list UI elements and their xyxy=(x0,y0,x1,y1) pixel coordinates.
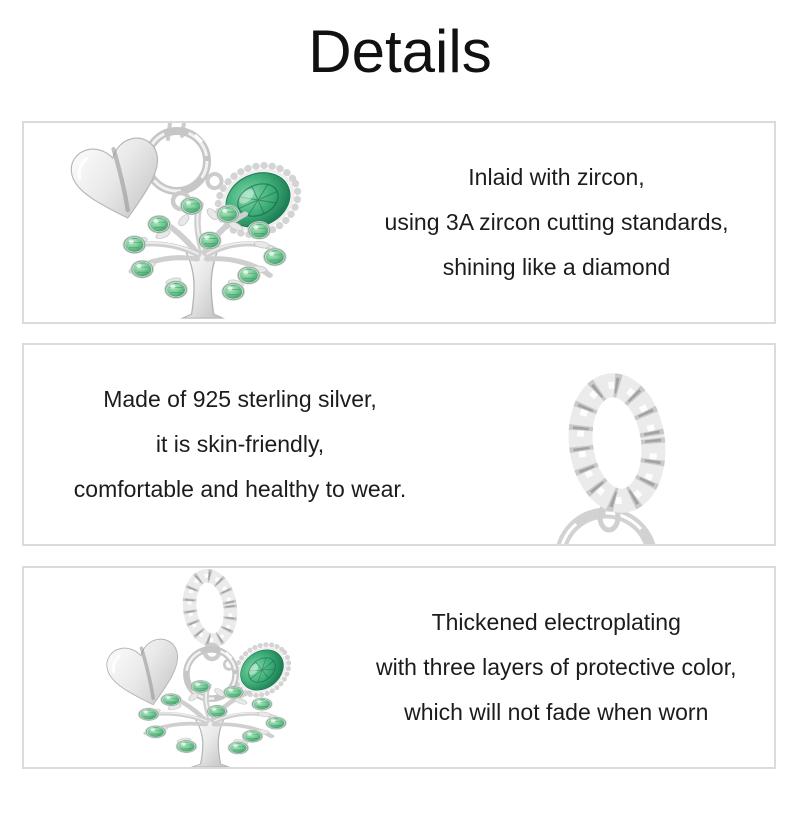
full-charm-icon xyxy=(24,568,376,767)
text-line: it is skin-friendly, xyxy=(155,431,325,457)
panel-plating-text xyxy=(376,568,737,767)
text-line: Thickened electroplating xyxy=(431,609,681,635)
tree-of-life-charm-icon xyxy=(24,123,339,322)
text-line: using 3A zircon cutting standards, xyxy=(384,209,729,235)
charm-photo-bail xyxy=(456,345,774,544)
text-line: Inlaid with zircon, xyxy=(468,164,645,190)
text-line: which will not fade when worn xyxy=(404,699,709,725)
rope-bail-photo-icon xyxy=(456,345,774,544)
panel-zircon-text xyxy=(339,123,774,322)
detail-panel-plating xyxy=(22,566,776,769)
charm-photo-zircon xyxy=(24,123,339,322)
detail-panel-material xyxy=(22,343,776,546)
product-details-page xyxy=(0,16,800,769)
text-line: with three layers of protective color, xyxy=(376,654,737,680)
rope-bail-icon xyxy=(186,573,235,643)
panel-material-text xyxy=(24,345,456,544)
text-line: comfortable and healthy to wear. xyxy=(73,476,407,502)
rope-bail-icon xyxy=(574,381,660,505)
page-title: Details xyxy=(308,18,492,85)
detail-panel-zircon xyxy=(22,121,776,324)
text-line: shining like a diamond xyxy=(442,254,671,280)
text-line: Made of 925 sterling silver, xyxy=(103,386,377,412)
charm-photo-full xyxy=(24,568,376,767)
